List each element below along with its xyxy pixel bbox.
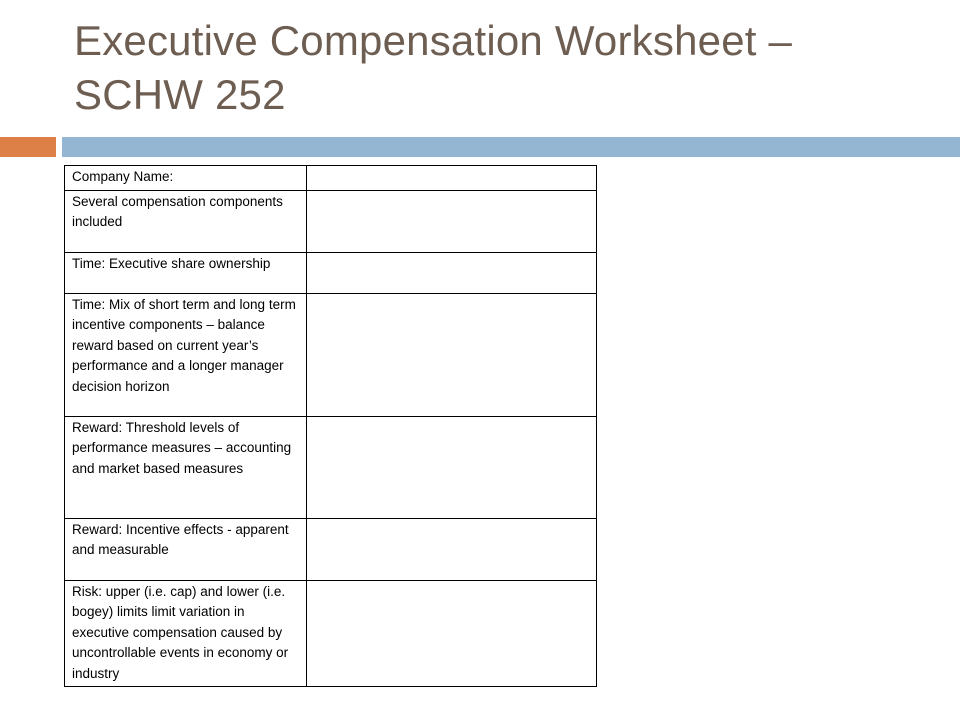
row-answer-cell[interactable] xyxy=(306,252,596,293)
worksheet-row-threshold-levels xyxy=(65,416,597,518)
row-label: Reward: Threshold levels of performance measures – accounting and market based measures xyxy=(65,416,307,518)
row-answer-cell[interactable] xyxy=(306,518,596,580)
row-label: Time: Mix of short term and long term incentive components – balance reward based on current year’s performance and a longer manager decision horizon xyxy=(65,293,307,416)
row-answer-cell[interactable] xyxy=(306,580,596,687)
row-answer-cell[interactable] xyxy=(306,416,596,518)
slide-title-line-2: SCHW 252 xyxy=(74,71,286,118)
row-answer-cell[interactable] xyxy=(306,293,596,416)
slide-title-line-1: Executive Compensation Worksheet – xyxy=(74,17,793,64)
worksheet-row-share-ownership xyxy=(65,252,597,293)
row-label: Risk: upper (i.e. cap) and lower (i.e. bogey) limits limit variation in executive compensation caused by uncontrollable events in economy or industry xyxy=(65,580,307,687)
row-label: Time: Executive share ownership xyxy=(65,252,307,293)
row-label: Reward: Incentive effects - apparent and measurable xyxy=(65,518,307,580)
worksheet-row-incentive-effects xyxy=(65,518,597,580)
slide-title xyxy=(74,14,934,122)
worksheet-row-components xyxy=(65,190,597,252)
row-label: Company Name: xyxy=(65,166,307,191)
worksheet-row-company-name xyxy=(65,166,597,191)
worksheet-row-risk-limits xyxy=(65,580,597,687)
worksheet-row-incentive-mix xyxy=(65,293,597,416)
worksheet-table xyxy=(64,165,597,687)
accent-bar-blue xyxy=(62,137,960,157)
row-answer-cell[interactable] xyxy=(306,166,596,191)
accent-bar-orange xyxy=(0,137,56,157)
row-answer-cell[interactable] xyxy=(306,190,596,252)
row-label: Several compensation components included xyxy=(65,190,307,252)
